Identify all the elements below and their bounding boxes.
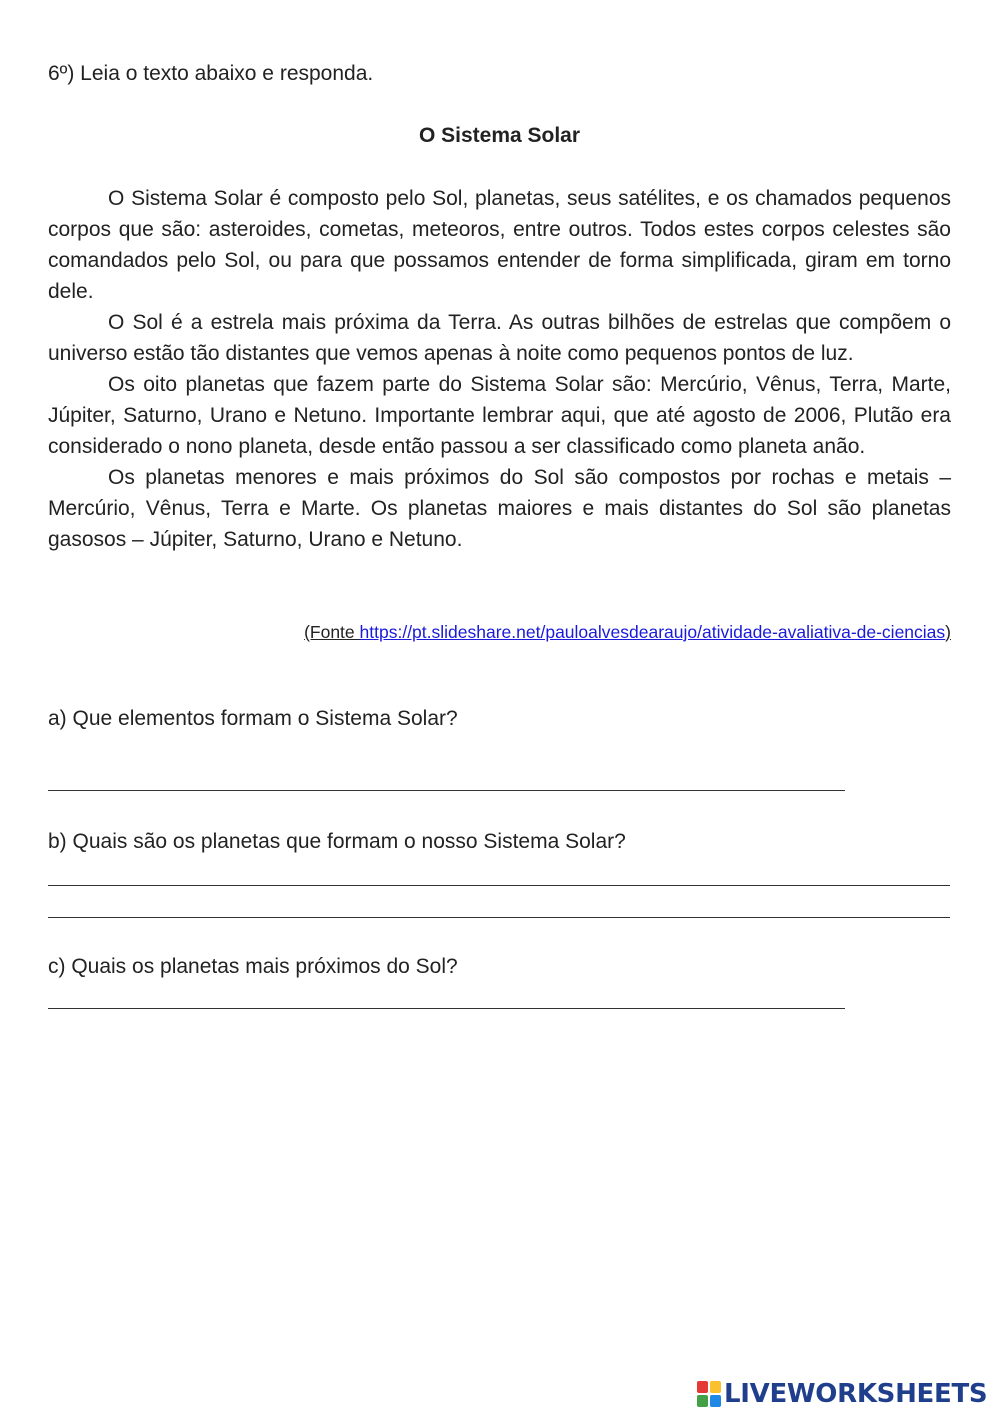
- paragraph-2: O Sol é a estrela mais próxima da Terra. As outras bilhões de estrelas que compõem o universo estão tão distantes que vemos apenas à noite como pequenos pontos de luz.: [48, 311, 951, 365]
- exercise-instruction: 6º) Leia o texto abaixo e responda.: [48, 62, 374, 85]
- paragraph-1: O Sistema Solar é composto pelo Sol, planetas, seus satélites, e os chamados pequenos corpos que são: asteroides, cometas, meteoros, entre outros. Todos estes corpos celestes são comandados pelo Sol, ou para que possamos entender de forma simplificada, giram em torno dele.: [48, 187, 951, 303]
- source-close: ): [945, 622, 951, 642]
- liveworksheets-logo: [697, 1378, 987, 1410]
- paragraph-4: Os planetas menores e mais próximos do Sol são compostos por rochas e metais – Mercúrio, Vênus, Terra e Marte. Os planetas maiores e mais distantes do Sol são planetas gasosos – Júpiter, Saturno, Urano e Netuno.: [48, 466, 951, 551]
- question-a: a) Que elementos formam o Sistema Solar?: [48, 707, 458, 730]
- answer-line-a[interactable]: [48, 790, 845, 791]
- liveworksheets-logo-icon: [697, 1381, 721, 1407]
- reading-text: [48, 183, 951, 555]
- answer-line-b-2[interactable]: [48, 917, 950, 918]
- answer-line-b-1[interactable]: [48, 885, 950, 886]
- answer-line-c[interactable]: [48, 1008, 845, 1009]
- source-link[interactable]: https://pt.slideshare.net/pauloalvesdearaujo/atividade-avaliativa-de-ciencias: [359, 622, 946, 642]
- text-title: O Sistema Solar: [418, 124, 581, 147]
- paragraph-3: Os oito planetas que fazem parte do Sistema Solar são: Mercúrio, Vênus, Terra, Marte, Júpiter, Saturno, Urano e Netuno. Importante lembrar aqui, que até agosto de 2006, Plutão era considerado o nono planeta, desde então passou a ser classificado como planeta anão.: [48, 373, 951, 458]
- liveworksheets-logo-text: LIVEWORKSHEETS: [724, 1379, 988, 1409]
- source-open: (Fonte: [304, 622, 360, 642]
- question-c: c) Quais os planetas mais próximos do Sol?: [48, 955, 458, 978]
- question-b: b) Quais são os planetas que formam o nosso Sistema Solar?: [48, 830, 626, 853]
- source-citation: [304, 620, 951, 644]
